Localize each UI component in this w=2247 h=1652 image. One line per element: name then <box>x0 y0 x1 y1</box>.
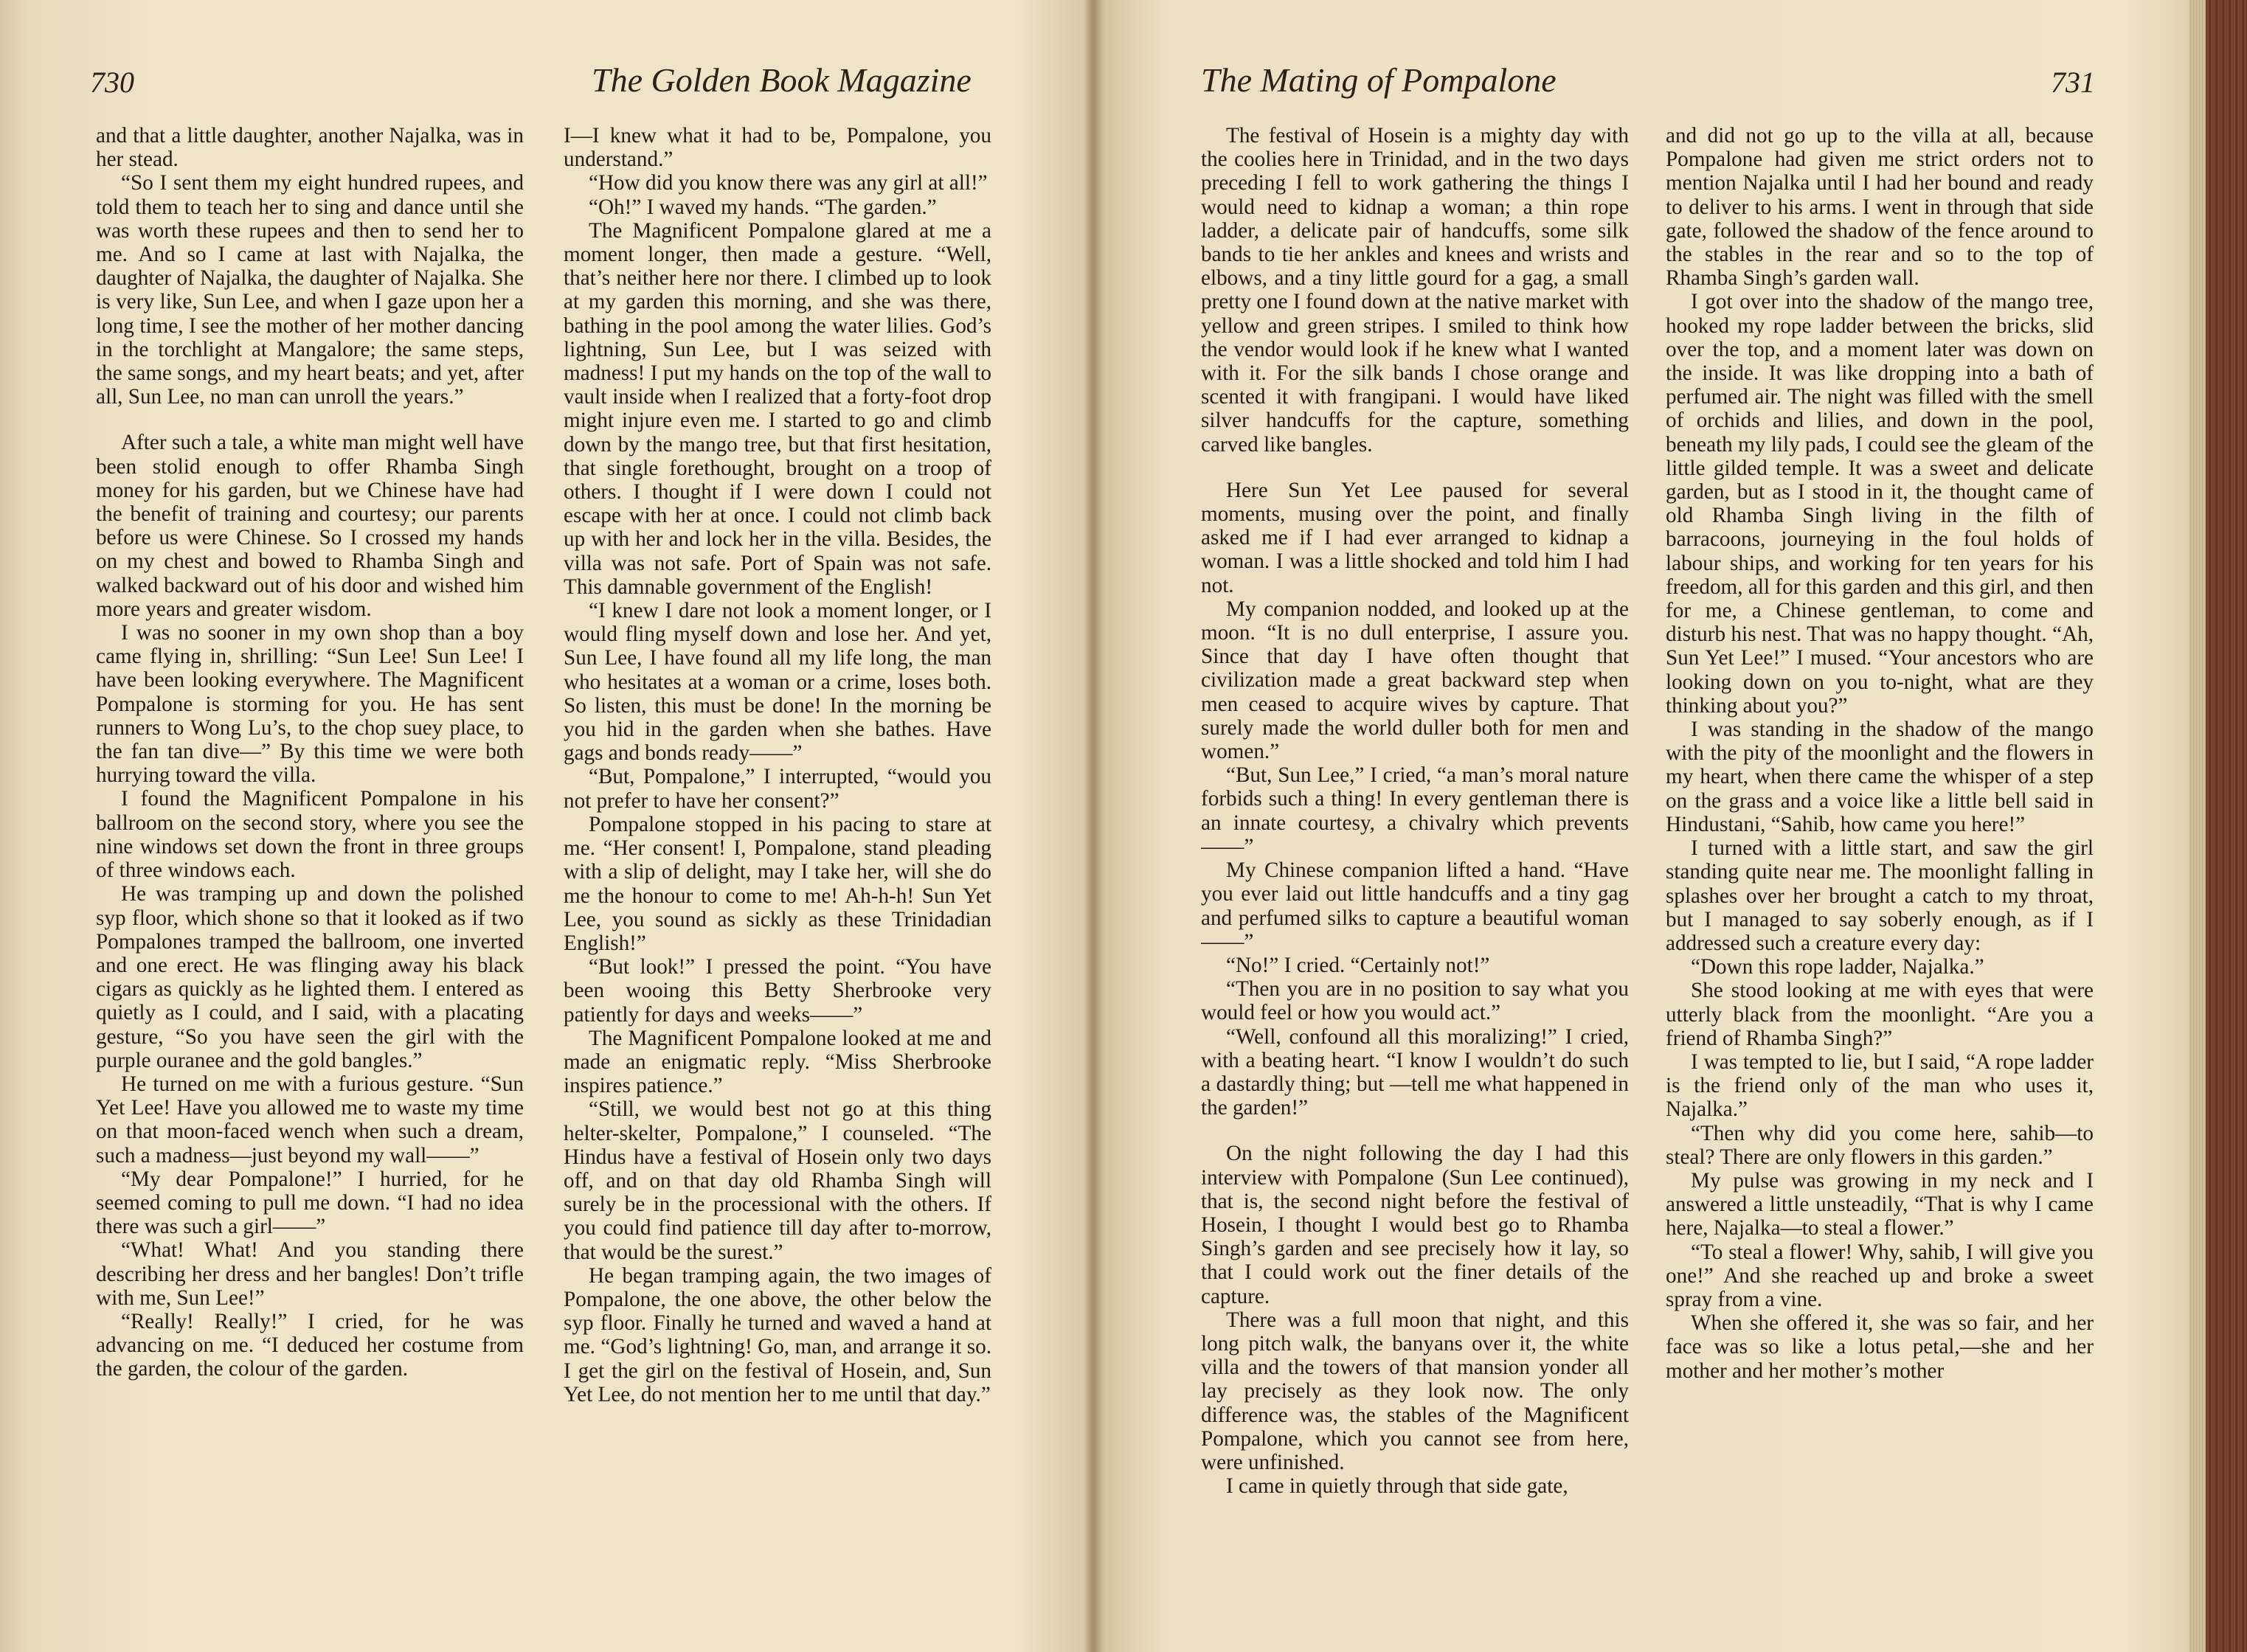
paragraph: I was tempted to lie, but I said, “A rope ladder is the friend only of the man who uses it, Najalka.” <box>1666 1049 2094 1122</box>
paragraph: “No!” I cried. “Certainly not!” <box>1226 953 1490 977</box>
paragraph: “Really! Really!” I cried, for he was advancing on me. “I deduced her costume from the garden, the colour of the garden. <box>96 1309 524 1381</box>
text-column-1 <box>1201 124 1629 1628</box>
book-cover-edge <box>2206 0 2247 1652</box>
paragraph: “Then you are in no position to say what you would feel or how you would act.” <box>1201 977 1629 1025</box>
paragraph: I turned with a little start, and saw the girl standing quite near me. The moonlight falling in splashes over her brought a catch to my throat, but I managed to say soberly enough, as if I addressed such a creature every day: <box>1666 836 2094 955</box>
paragraph: “What! What! And you standing there describing her dress and her bangles! Don’t trifle with me, Sun Lee!” <box>96 1238 524 1310</box>
paragraph: He was tramping up and down the polished syp floor, which shone so that it looked as if two Pompalones tramped the ballroom, one inverted and one erect. He was flinging away his black cigars as quickly as he lighted them. I entered as quietly as I could, and I said, with a placating gesture, “So you have seen the girl with the purple ouranee and the gold bangles.” <box>96 882 524 1072</box>
paragraph: He turned on me with a furious gesture. “Sun Yet Lee! Have you allowed me to waste my time on that moon-faced wench when such a dream, such a madness—just beyond my wall——” <box>96 1072 524 1167</box>
paragraph: After such a tale, a white man might well have been stolid enough to offer Rhamba Singh money for his garden, but we Chinese have had the benefit of training and courtesy; our parents before us were Chinese. So I crossed my hands on my chest and bowed to Rhamba Singh and walked backward out of his door and wished him more years and greater wisdom. <box>96 431 524 621</box>
page-number: 731 <box>2051 66 2095 99</box>
paragraph: The festival of Hosein is a mighty day with the coolies here in Trinidad, and in the two days preceding I fell to work gathering the things I would need to kidnap a woman; a thin rope ladder, a delicate pair of handcuffs, some silk bands to tie her ankles and knees and wrists and elbows, and a tiny little gourd for a gag, a small pretty one I found down at the native market with yellow and green stripes. I smiled to think how the vendor would look if he knew what I wanted with it. For the silk bands I chose orange and scented it with frangipani. I would have liked silver handcuffs for the capture, something carved like bangles. <box>1201 124 1629 457</box>
paragraph: I—I knew what it had to be, Pompalone, you understand.” <box>564 124 991 172</box>
paragraph: “So I sent them my eight hundred rupees, and told them to teach her to sing and dance until she was worth these rupees and then to send her to me. And so I came at last with Najalka, the daughter of Najalka, the daughter of Najalka. She is very like, Sun Lee, and when I gaze upon her a long time, I see the mother of her mother dancing in the torchlight at Mangalore; the same steps, the same songs, and my heart beats; and yet, after all, Sun Lee, no man can unroll the years.” <box>96 171 524 409</box>
right-page <box>1105 0 2189 1652</box>
paragraph: “Still, we would best not go at this thing helter-skelter, Pompalone,” I counseled. “The Hindus have a festival of Hosein only two days off, and on that day old Rhamba Singh will surely be in the processional with the others. If you could find patience till day after to-morrow, that would be the surest.” <box>564 1097 991 1264</box>
paragraph: and that a little daughter, another Najalka, was in her stead. <box>96 124 524 172</box>
paragraph: “To steal a flower! Why, sahib, I will give you one!” And she reached up and broke a sweet spray from a vine. <box>1666 1240 2094 1311</box>
paragraph: “Down this rope ladder, Najalka.” <box>1691 955 1984 979</box>
paragraph: “Well, confound all this moralizing!” I cried, with a beating heart. “I know I wouldn’t do such a dastardly thing; but —tell me what happened in the garden!” <box>1201 1024 1629 1120</box>
paragraph: He began tramping again, the two images of Pompalone, the one above, the other below the syp floor. Finally he turned and waved a hand at me. “God’s lightning! Go, man, and arrange it so. I get the girl on the festival of Hosein, and, Sun Yet Lee, do not mention her to me until that day.” <box>564 1263 991 1406</box>
paragraph: and did not go up to the villa at all, because Pompalone had given me strict orders not to mention Najalka until I had her bound and ready to deliver to his arms. I went in through that side gate, followed the shadow of the fence around to the stables in the rear and so to the top of Rhamba Singh’s garden wall. <box>1666 124 2094 291</box>
paragraph: I came in quietly through that side gate, <box>1226 1474 1568 1499</box>
paragraph: I was no sooner in my own shop than a boy came flying in, shrilling: “Sun Lee! Sun Lee! I have been looking everywhere. The Magnificent Pompalone is storming for you. He has sent runners to Wong Lu’s, to the chop suey place, to the fan tan dive—” By this time we were both hurrying toward the villa. <box>96 621 524 788</box>
running-head: The Mating of Pompalone <box>1201 61 1557 99</box>
paragraph: “Oh!” I waved my hands. “The garden.” <box>589 195 937 219</box>
paragraph: “But, Sun Lee,” I cried, “a man’s moral nature forbids such a thing! In every gentleman there is an innate courtesy, a chivalry which prevents——” <box>1201 763 1629 858</box>
paragraph: My companion nodded, and looked up at the moon. “It is no dull enterprise, I assure you. Since that day I have often thought that civilization made a great backward step when men ceased to acquire wives by capture. That surely made the world duller both for men and women.” <box>1201 597 1629 764</box>
paragraph: My pulse was growing in my neck and I answered a little unsteadily, “That is why I came here, Najalka—to steal a flower.” <box>1666 1168 2094 1240</box>
running-head: The Golden Book Magazine <box>592 61 972 99</box>
paragraph: I was standing in the shadow of the mango with the pity of the moonlight and the flowers in my heart, when there came the whisper of a step on the grass and a voice like a little bell said in Hindustani, “Sahib, how came you here!” <box>1666 718 2094 836</box>
paragraph: My Chinese companion lifted a hand. “Have you ever laid out little handcuffs and a tiny gag and perfumed silks to capture a beautiful woman——” <box>1201 858 1629 954</box>
text-column-1 <box>96 124 524 1628</box>
book-gutter <box>1083 0 1105 1652</box>
text-column-2 <box>564 124 991 1628</box>
paragraph: “How did you know there was any girl at all!” <box>589 171 988 195</box>
paragraph: “Then why did you come here, sahib—to steal? There are only flowers in this garden.” <box>1666 1121 2094 1169</box>
paragraph: I got over into the shadow of the mango tree, hooked my rope ladder between the bricks, slid over the top, and a moment later was down on the inside. It was like dropping into a bath of perfumed air. The night was filled with the smell of orchids and lilies, and down in the pool, beneath my lily pads, I could see the gleam of the little gilded temple. It was a sweet and delicate garden, but as I stood in it, the thought came of old Rhamba Singh living in the filth of barracoons, journeying in the foul holds of labour ships, and working for ten years for his freedom, all for this garden and this girl, and then for me, a Chinese gentleman, to come and disturb his nest. That was no happy thought. “Ah, Sun Yet Lee!” I mused. “Your ancestors who are looking down on you to-night, what are they thinking about you?” <box>1666 290 2094 718</box>
page-number: 730 <box>90 66 134 99</box>
paragraph: “But look!” I pressed the point. “You have been wooing this Betty Sherbrooke very patiently for days and weeks——” <box>564 955 991 1027</box>
paragraph: When she offered it, she was so fair, and her face was so like a lotus petal,—she and her mother and her mother’s mother <box>1666 1311 2094 1383</box>
paragraph: There was a full moon that night, and this long pitch walk, the banyans over it, the white villa and the towers of that mansion yonder all lay precisely as they look now. The only difference was, the stables of the Magnificent Pompalone, which you cannot see from here, were unfinished. <box>1201 1308 1629 1474</box>
paragraph: On the night following the day I had this interview with Pompalone (Sun Lee continued), that is, the second night before the festival of Hosein, I thought I would best go to Rhamba Singh’s garden and see precisely how it lay, so that I could work out the finer details of the capture. <box>1201 1142 1629 1308</box>
page-block-edge <box>2189 0 2206 1652</box>
paragraph: Here Sun Yet Lee paused for several moments, musing over the point, and finally asked me if I had ever arranged to kidnap a woman. I was a little shocked and told him I had not. <box>1201 478 1629 597</box>
paragraph: The Magnificent Pompalone looked at me and made an enigmatic reply. “Miss Sherbrooke inspires patience.” <box>564 1026 991 1098</box>
paragraph: I found the Magnificent Pompalone in his ballroom on the second story, where you see the nine windows set down the front in three groups of three windows each. <box>96 787 524 883</box>
left-page <box>0 0 1084 1652</box>
text-column-2 <box>1666 124 2094 1628</box>
paragraph: “I knew I dare not look a moment longer, or I would fling myself down and lose her. And yet, Sun Lee, I have found all my life long, the man who hesitates at a woman or a crime, loses both. So listen, this must be done! In the morning be you hid in the garden when she bathes. Have gags and bonds ready——” <box>564 599 991 766</box>
paragraph: She stood looking at me with eyes that were utterly black from the moonlight. “Are you a friend of Rhamba Singh?” <box>1666 979 2094 1050</box>
paragraph: The Magnificent Pompalone glared at me a moment longer, then made a gesture. “Well, that’s neither here nor there. I climbed up to look at my garden this morning, and she was there, bathing in the pool among the water lilies. God’s lightning, Sun Lee, but I was seized with madness! I put my hands on the top of the wall to vault inside when I realized that a forty-foot drop might injure even me. I started to go and climb down by the mango tree, but that first hesitation, that single forethought, brought on a troop of others. I thought if I were down I could not escape with her at once. I could not climb back up with her and lock her in the villa. Besides, the villa was not safe. Port of Spain was not safe. This damnable government of the English! <box>564 218 991 599</box>
paragraph: “But, Pompalone,” I interrupted, “would you not prefer to have her consent?” <box>564 765 991 813</box>
paragraph: Pompalone stopped in his pacing to stare at me. “Her consent! I, Pompalone, stand pleading with a slip of delight, may I take her, will she do me the honour to come to me! Ah-h-h! Sun Yet Lee, you sound as sickly as these Trinidadian English!” <box>564 812 991 955</box>
paragraph: “My dear Pompalone!” I hurried, for he seemed coming to pull me down. “I had no idea there was such a girl——” <box>96 1167 524 1239</box>
